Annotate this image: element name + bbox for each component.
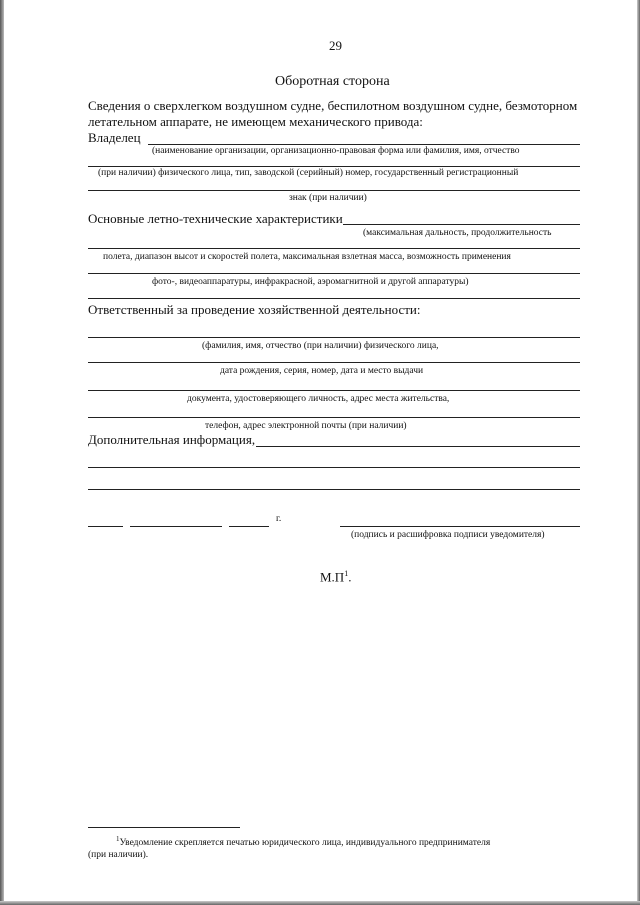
specs-field-line-4[interactable] [88,298,580,299]
page-title: Оборотная сторона [275,74,390,89]
specs-label: Основные летно-технические характеристики [88,211,343,226]
owner-caption-2: (при наличии) физического лица, тип, заводской (серийный) номер, государственный регистрационный [98,168,519,178]
scan-edge-left [0,0,4,905]
owner-label: Владелец [88,130,141,145]
additional-info-field-line-3[interactable] [88,489,580,490]
owner-field-line-3[interactable] [88,190,580,191]
responsible-field-line-2[interactable] [88,362,580,363]
year-suffix: г. [276,514,282,524]
specs-field-line-2[interactable] [88,248,580,249]
stamp-text: М.П [320,569,345,585]
date-year-field[interactable] [229,526,269,527]
intro-line-2: летательном аппарате, не имеющем механического привода: [88,114,423,129]
additional-info-field-line-2[interactable] [88,467,580,468]
responsible-caption-1: (фамилия, имя, отчество (при наличии) физического лица, [202,341,439,351]
stamp-footnote-ref: 1 [344,569,349,578]
additional-info-field-line-1[interactable] [256,446,580,447]
owner-field-line-2[interactable] [88,166,580,167]
stamp-place-mark [320,569,351,585]
responsible-caption-3: документа, удостоверяющего личность, адрес места жительства, [187,394,450,404]
owner-field-line-1[interactable] [148,144,580,145]
date-day-field[interactable] [88,526,123,527]
specs-field-line-1[interactable] [343,224,580,225]
signature-field[interactable] [340,526,580,527]
responsible-field-line-1[interactable] [88,337,580,338]
scan-edge-bottom [0,901,640,905]
specs-caption-3: фото-, видеоаппаратуры, инфракрасной, аэромагнитной и другой аппаратуры) [152,277,469,287]
responsible-field-line-3[interactable] [88,390,580,391]
specs-caption-1: (максимальная дальность, продолжительность [363,228,552,238]
footnote-divider [88,827,240,828]
additional-info-label: Дополнительная информация, [88,432,256,447]
date-month-field[interactable] [130,526,222,527]
owner-caption-3: знак (при наличии) [289,193,367,203]
footnote-line-2: (при наличии). [88,850,149,860]
signature-caption: (подпись и расшифровка подписи уведомителя) [351,530,545,540]
page-number: 29 [329,38,342,53]
owner-caption-1: (наименование организации, организационно-правовая форма или фамилия, имя, отчество [152,146,520,156]
responsible-label: Ответственный за проведение хозяйственной деятельности: [88,302,421,317]
footnote-marker: 1 [116,835,120,843]
responsible-caption-2: дата рождения, серия, номер, дата и место выдачи [220,366,424,376]
specs-field-line-3[interactable] [88,273,580,274]
footnote-text-1: Уведомление скрепляется печатью юридического лица, индивидуального предпринимателя [119,838,491,849]
responsible-field-line-4[interactable] [88,417,580,418]
responsible-caption-4: телефон, адрес электронной почты (при наличии) [205,421,407,431]
intro-line-1: Сведения о сверхлегком воздушном судне, беспилотном воздушном судне, безмоторном [88,98,578,113]
footnote-line-1 [116,835,490,848]
specs-caption-2: полета, диапазон высот и скоростей полета, максимальная взлетная масса, возможность применения [103,252,511,262]
stamp-tail: . [348,569,352,585]
